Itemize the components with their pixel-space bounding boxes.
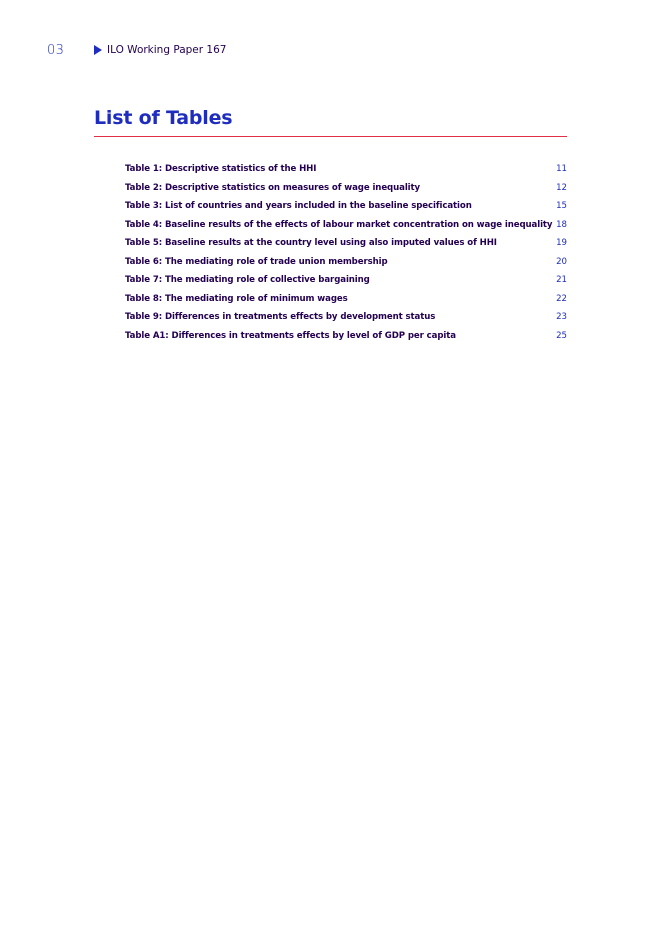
toc-entry-page: 19 <box>556 238 567 248</box>
toc-entry[interactable] <box>125 164 567 183</box>
running-header <box>94 44 226 56</box>
toc-entry-page: 22 <box>556 293 567 304</box>
toc-entry[interactable] <box>125 183 567 202</box>
toc-entry-label: Table 2: Descriptive statistics on measures of wage inequality <box>125 182 421 193</box>
toc-entry[interactable] <box>125 331 567 350</box>
toc-entry[interactable] <box>125 312 567 331</box>
toc-entry-page: 12 <box>556 182 567 193</box>
toc-entry[interactable] <box>125 238 567 257</box>
running-title: ILO Working Paper 167 <box>107 44 227 56</box>
list-of-tables <box>125 164 567 349</box>
toc-entry-label: Table 1: Descriptive statistics of the HHI <box>125 164 317 174</box>
toc-entry[interactable] <box>125 201 567 220</box>
toc-entry-page: 25 <box>556 330 567 341</box>
toc-entry-label: Table 7: The mediating role of collective bargaining <box>125 275 370 285</box>
toc-entry[interactable] <box>125 294 567 313</box>
toc-entry[interactable] <box>125 220 567 239</box>
toc-entry[interactable] <box>125 257 567 276</box>
toc-entry-page: 21 <box>556 275 567 285</box>
page-number: 03 <box>47 43 65 58</box>
title-divider <box>94 136 567 137</box>
toc-entry-page: 20 <box>556 256 567 267</box>
toc-entry-page: 23 <box>556 312 567 322</box>
toc-entry-page: 11 <box>556 164 567 174</box>
toc-entry-label: Table 9: Differences in treatments effects by development status <box>125 312 436 322</box>
toc-entry-label: Table 4: Baseline results of the effects of labour market concentration on wage inequality <box>125 219 553 230</box>
toc-entry-page: 15 <box>556 201 567 211</box>
toc-entry-label: Table A1: Differences in treatments effects by level of GDP per capita <box>125 330 456 341</box>
toc-entry-label: Table 6: The mediating role of trade union membership <box>125 256 388 267</box>
toc-entry-page: 18 <box>556 219 567 230</box>
toc-entry-label: Table 5: Baseline results at the country level using also imputed values of HHI <box>125 238 497 248</box>
toc-entry-label: Table 8: The mediating role of minimum wages <box>125 293 348 304</box>
toc-entry-label: Table 3: List of countries and years included in the baseline specification <box>125 201 472 211</box>
triangle-right-icon <box>94 45 102 55</box>
toc-entry[interactable] <box>125 275 567 294</box>
section-title: List of Tables <box>94 107 233 129</box>
